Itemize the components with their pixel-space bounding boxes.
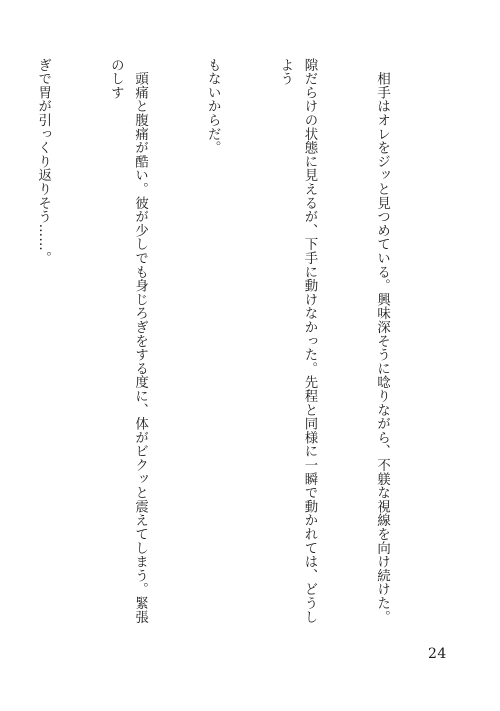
page-number: 24 xyxy=(428,646,447,662)
text-line: 相手はオレをジッと見つめている。興味深そうに唸りながら、不躾な視線を向け続けた。 xyxy=(374,58,390,624)
text-line: もないからだ。 xyxy=(205,58,221,155)
text-line: 隙だらけの状態に見えるが、下手に動けなかった。先程と同様に一瞬で動かれては、どうしよう xyxy=(277,58,317,624)
body-text xyxy=(0,58,442,633)
text-line: 頭痛と腹痛が酷い。彼が少しでも身じろぎをする度に、体がビクッと震えてしまう。緊張のしす xyxy=(108,58,148,624)
text-line: ぎで胃が引っくり返りそう……。 xyxy=(35,58,51,265)
